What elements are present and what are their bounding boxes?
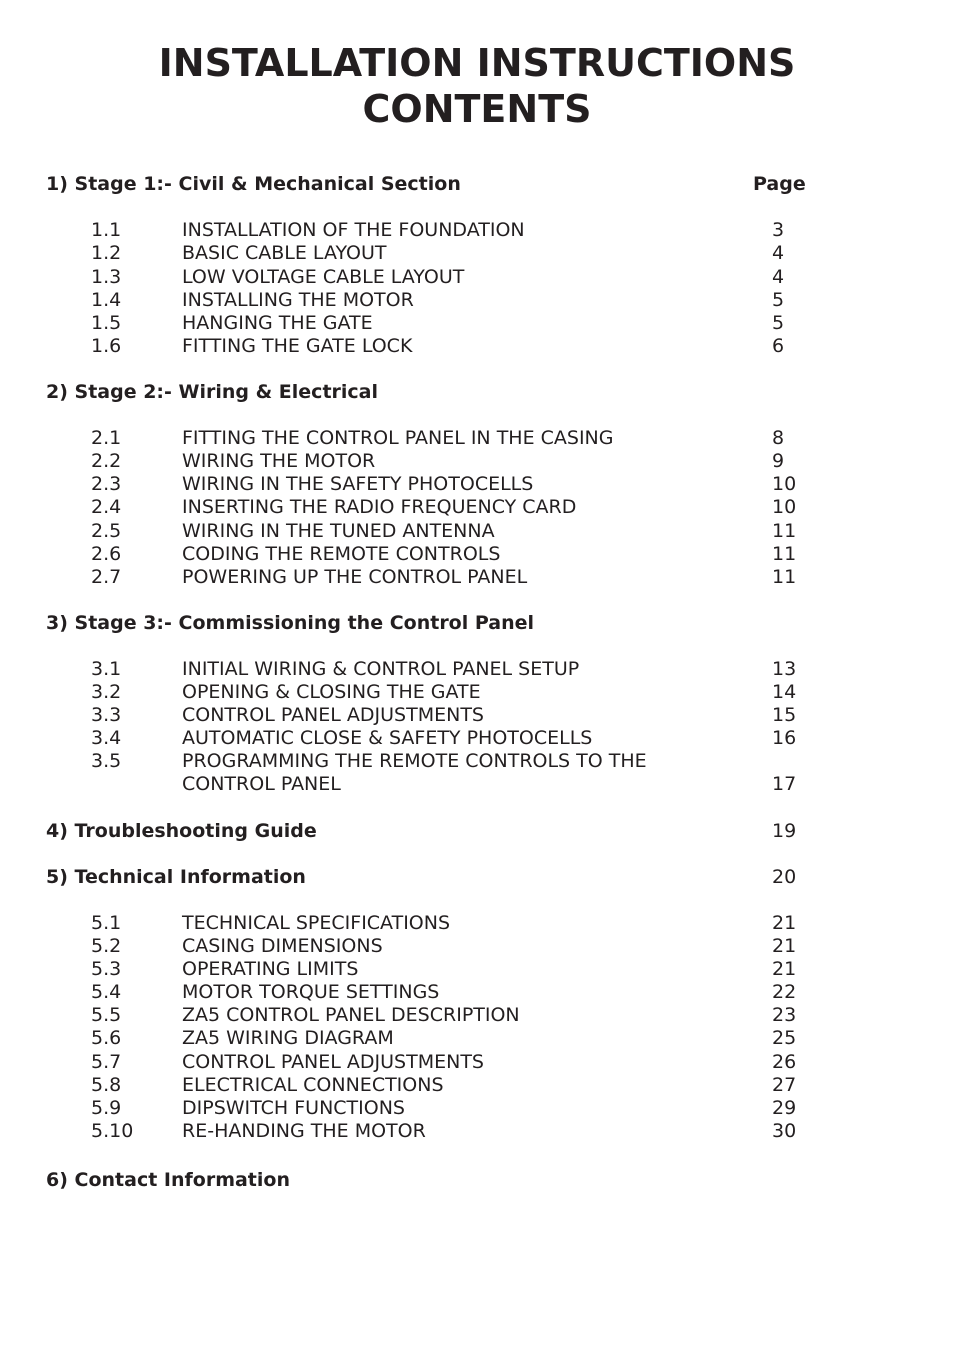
toc-entry-title: INITIAL WIRING & CONTROL PANEL SETUP (182, 658, 580, 680)
toc-entry-number: 3.2 (91, 681, 122, 703)
toc-entry-number: 3.1 (91, 658, 122, 680)
toc-entry (0, 312, 954, 335)
toc-entry-title: WIRING IN THE TUNED ANTENNA (182, 520, 495, 542)
toc-entry (0, 1120, 954, 1143)
toc-entry-title: MOTOR TORQUE SETTINGS (182, 981, 440, 1003)
toc-entry-number: 5.5 (91, 1004, 122, 1026)
toc-entry (0, 1051, 954, 1074)
toc-entry-number: 1.4 (91, 289, 122, 311)
toc-entry (0, 1074, 954, 1097)
toc-entry-title: OPERATING LIMITS (182, 958, 359, 980)
toc-entry (0, 1004, 954, 1027)
section-heading (0, 173, 954, 196)
toc-entry-page: 6 (772, 335, 785, 357)
toc-entry-page: 4 (772, 242, 785, 264)
section-heading-page: 20 (772, 866, 797, 888)
toc-entry-number: 5.1 (91, 912, 122, 934)
toc-entry-page: 11 (772, 520, 797, 542)
toc-entry (0, 266, 954, 289)
toc-entry-page: 13 (772, 658, 797, 680)
toc-entry-title: CASING DIMENSIONS (182, 935, 383, 957)
toc-entry-title: FITTING THE GATE LOCK (182, 335, 413, 357)
section-heading (0, 820, 954, 843)
toc-entry-page: 11 (772, 543, 797, 565)
toc-entry (0, 658, 954, 681)
section-heading-label: 4) Troubleshooting Guide (46, 820, 317, 842)
toc-entry-title: LOW VOLTAGE CABLE LAYOUT (182, 266, 465, 288)
toc-entry-number: 5.10 (91, 1120, 134, 1142)
toc-entry-number: 1.1 (91, 219, 122, 241)
toc-entry (0, 727, 954, 750)
toc-entry-number: 5.3 (91, 958, 122, 980)
toc-entry (0, 750, 954, 773)
toc-entry-page: 21 (772, 935, 797, 957)
toc-entry-title: TECHNICAL SPECIFICATIONS (182, 912, 451, 934)
toc-entry (0, 704, 954, 727)
toc-entry-number: 2.7 (91, 566, 122, 588)
toc-entry-number: 5.6 (91, 1027, 122, 1049)
toc-entry-number: 2.1 (91, 427, 122, 449)
toc-entry-page: 30 (772, 1120, 797, 1142)
document-title-line-1: INSTALLATION INSTRUCTIONS (158, 41, 796, 85)
toc-entry-number: 2.3 (91, 473, 122, 495)
toc-entry (0, 935, 954, 958)
toc-entry-page: 25 (772, 1027, 797, 1049)
toc-entry-page: 14 (772, 681, 797, 703)
toc-entry-page: 5 (772, 312, 785, 334)
toc-entry-number: 3.5 (91, 750, 122, 772)
toc-entry-number: 1.3 (91, 266, 122, 288)
section-heading (0, 612, 954, 635)
toc-entry-number: 3.4 (91, 727, 122, 749)
toc-entry (0, 520, 954, 543)
toc-entry-page: 21 (772, 958, 797, 980)
toc-entry (0, 427, 954, 450)
toc-entry-page: 5 (772, 289, 785, 311)
toc-entry-title: ZA5 CONTROL PANEL DESCRIPTION (182, 1004, 520, 1026)
toc-entry-title: DIPSWITCH FUNCTIONS (182, 1097, 405, 1119)
toc-entry-title: INSTALLATION OF THE FOUNDATION (182, 219, 525, 241)
toc-entry-page: 23 (772, 1004, 797, 1026)
toc-entry-number: 1.6 (91, 335, 122, 357)
toc-entry-title: PROGRAMMING THE REMOTE CONTROLS TO THE (182, 750, 647, 772)
section-heading-label: 2) Stage 2:- Wiring & Electrical (46, 381, 379, 403)
toc-entry-title: INSTALLING THE MOTOR (182, 289, 414, 311)
toc-entry-title: ELECTRICAL CONNECTIONS (182, 1074, 444, 1096)
toc-entry-page: 27 (772, 1074, 797, 1096)
toc-entry-number: 5.9 (91, 1097, 122, 1119)
toc-entry-page: 3 (772, 219, 785, 241)
toc-entry-title: CONTROL PANEL ADJUSTMENTS (182, 704, 484, 726)
toc-entry-number: 2.2 (91, 450, 122, 472)
toc-entry (0, 473, 954, 496)
section-heading (0, 381, 954, 404)
section-heading-label: 5) Technical Information (46, 866, 306, 888)
toc-entry-page: 10 (772, 473, 797, 495)
toc-entry-title: AUTOMATIC CLOSE & SAFETY PHOTOCELLS (182, 727, 593, 749)
toc-entry (0, 543, 954, 566)
section-heading (0, 866, 954, 889)
toc-entry-title: WIRING THE MOTOR (182, 450, 376, 472)
toc-entry (0, 335, 954, 358)
toc-entry-number: 5.8 (91, 1074, 122, 1096)
toc-entry-title: ZA5 WIRING DIAGRAM (182, 1027, 394, 1049)
toc-entry-page: 11 (772, 566, 797, 588)
toc-entry-title: HANGING THE GATE (182, 312, 373, 334)
page-column-label: Page (753, 173, 806, 195)
toc-entry-page: 29 (772, 1097, 797, 1119)
toc-entry (0, 450, 954, 473)
toc-entry (0, 566, 954, 589)
section-heading (0, 1169, 954, 1192)
toc-entry-title: RE-HANDING THE MOTOR (182, 1120, 426, 1142)
toc-entry-title: OPENING & CLOSING THE GATE (182, 681, 481, 703)
toc-entry-title: FITTING THE CONTROL PANEL IN THE CASING (182, 427, 614, 449)
toc-entry-number: 2.5 (91, 520, 122, 542)
toc-entry (0, 981, 954, 1004)
section-heading-label: 1) Stage 1:- Civil & Mechanical Section (46, 173, 461, 195)
toc-entry-page: 9 (772, 450, 785, 472)
toc-entry-title: POWERING UP THE CONTROL PANEL (182, 566, 528, 588)
toc-entry-number: 1.5 (91, 312, 122, 334)
toc-entry (0, 1097, 954, 1120)
toc-entry-title: BASIC CABLE LAYOUT (182, 242, 387, 264)
toc-entry-page: 4 (772, 266, 785, 288)
toc-entry-continuation (0, 773, 954, 796)
document-title-line-2: CONTENTS (362, 87, 592, 131)
toc-entry-number: 3.3 (91, 704, 122, 726)
toc-entry (0, 681, 954, 704)
toc-entry-page: 8 (772, 427, 785, 449)
toc-entry-page: 10 (772, 496, 797, 518)
toc-entry-page: 26 (772, 1051, 797, 1073)
toc-entry-title: INSERTING THE RADIO FREQUENCY CARD (182, 496, 577, 518)
toc-entry (0, 219, 954, 242)
toc-entry (0, 1027, 954, 1050)
toc-entry-number: 5.4 (91, 981, 122, 1003)
toc-entry-number: 5.7 (91, 1051, 122, 1073)
section-heading-label: 6) Contact Information (46, 1169, 290, 1191)
toc-entry (0, 242, 954, 265)
toc-entry-number: 2.6 (91, 543, 122, 565)
toc-entry-title: WIRING IN THE SAFETY PHOTOCELLS (182, 473, 534, 495)
toc-entry (0, 958, 954, 981)
toc-entry (0, 496, 954, 519)
toc-entry-title: CODING THE REMOTE CONTROLS (182, 543, 501, 565)
toc-entry-number: 1.2 (91, 242, 122, 264)
toc-entry (0, 289, 954, 312)
toc-entry-page: 15 (772, 704, 797, 726)
section-heading-label: 3) Stage 3:- Commissioning the Control Panel (46, 612, 535, 634)
toc-entry-page: 21 (772, 912, 797, 934)
toc-entry-number: 2.4 (91, 496, 122, 518)
toc-entry-page: 16 (772, 727, 797, 749)
toc-entry-title-continuation: CONTROL PANEL (182, 773, 341, 795)
toc-entry-page: 17 (772, 773, 797, 795)
toc-entry-number: 5.2 (91, 935, 122, 957)
toc-entry (0, 912, 954, 935)
section-heading-page: 19 (772, 820, 797, 842)
toc-entry-title: CONTROL PANEL ADJUSTMENTS (182, 1051, 484, 1073)
toc-entry-page: 22 (772, 981, 797, 1003)
